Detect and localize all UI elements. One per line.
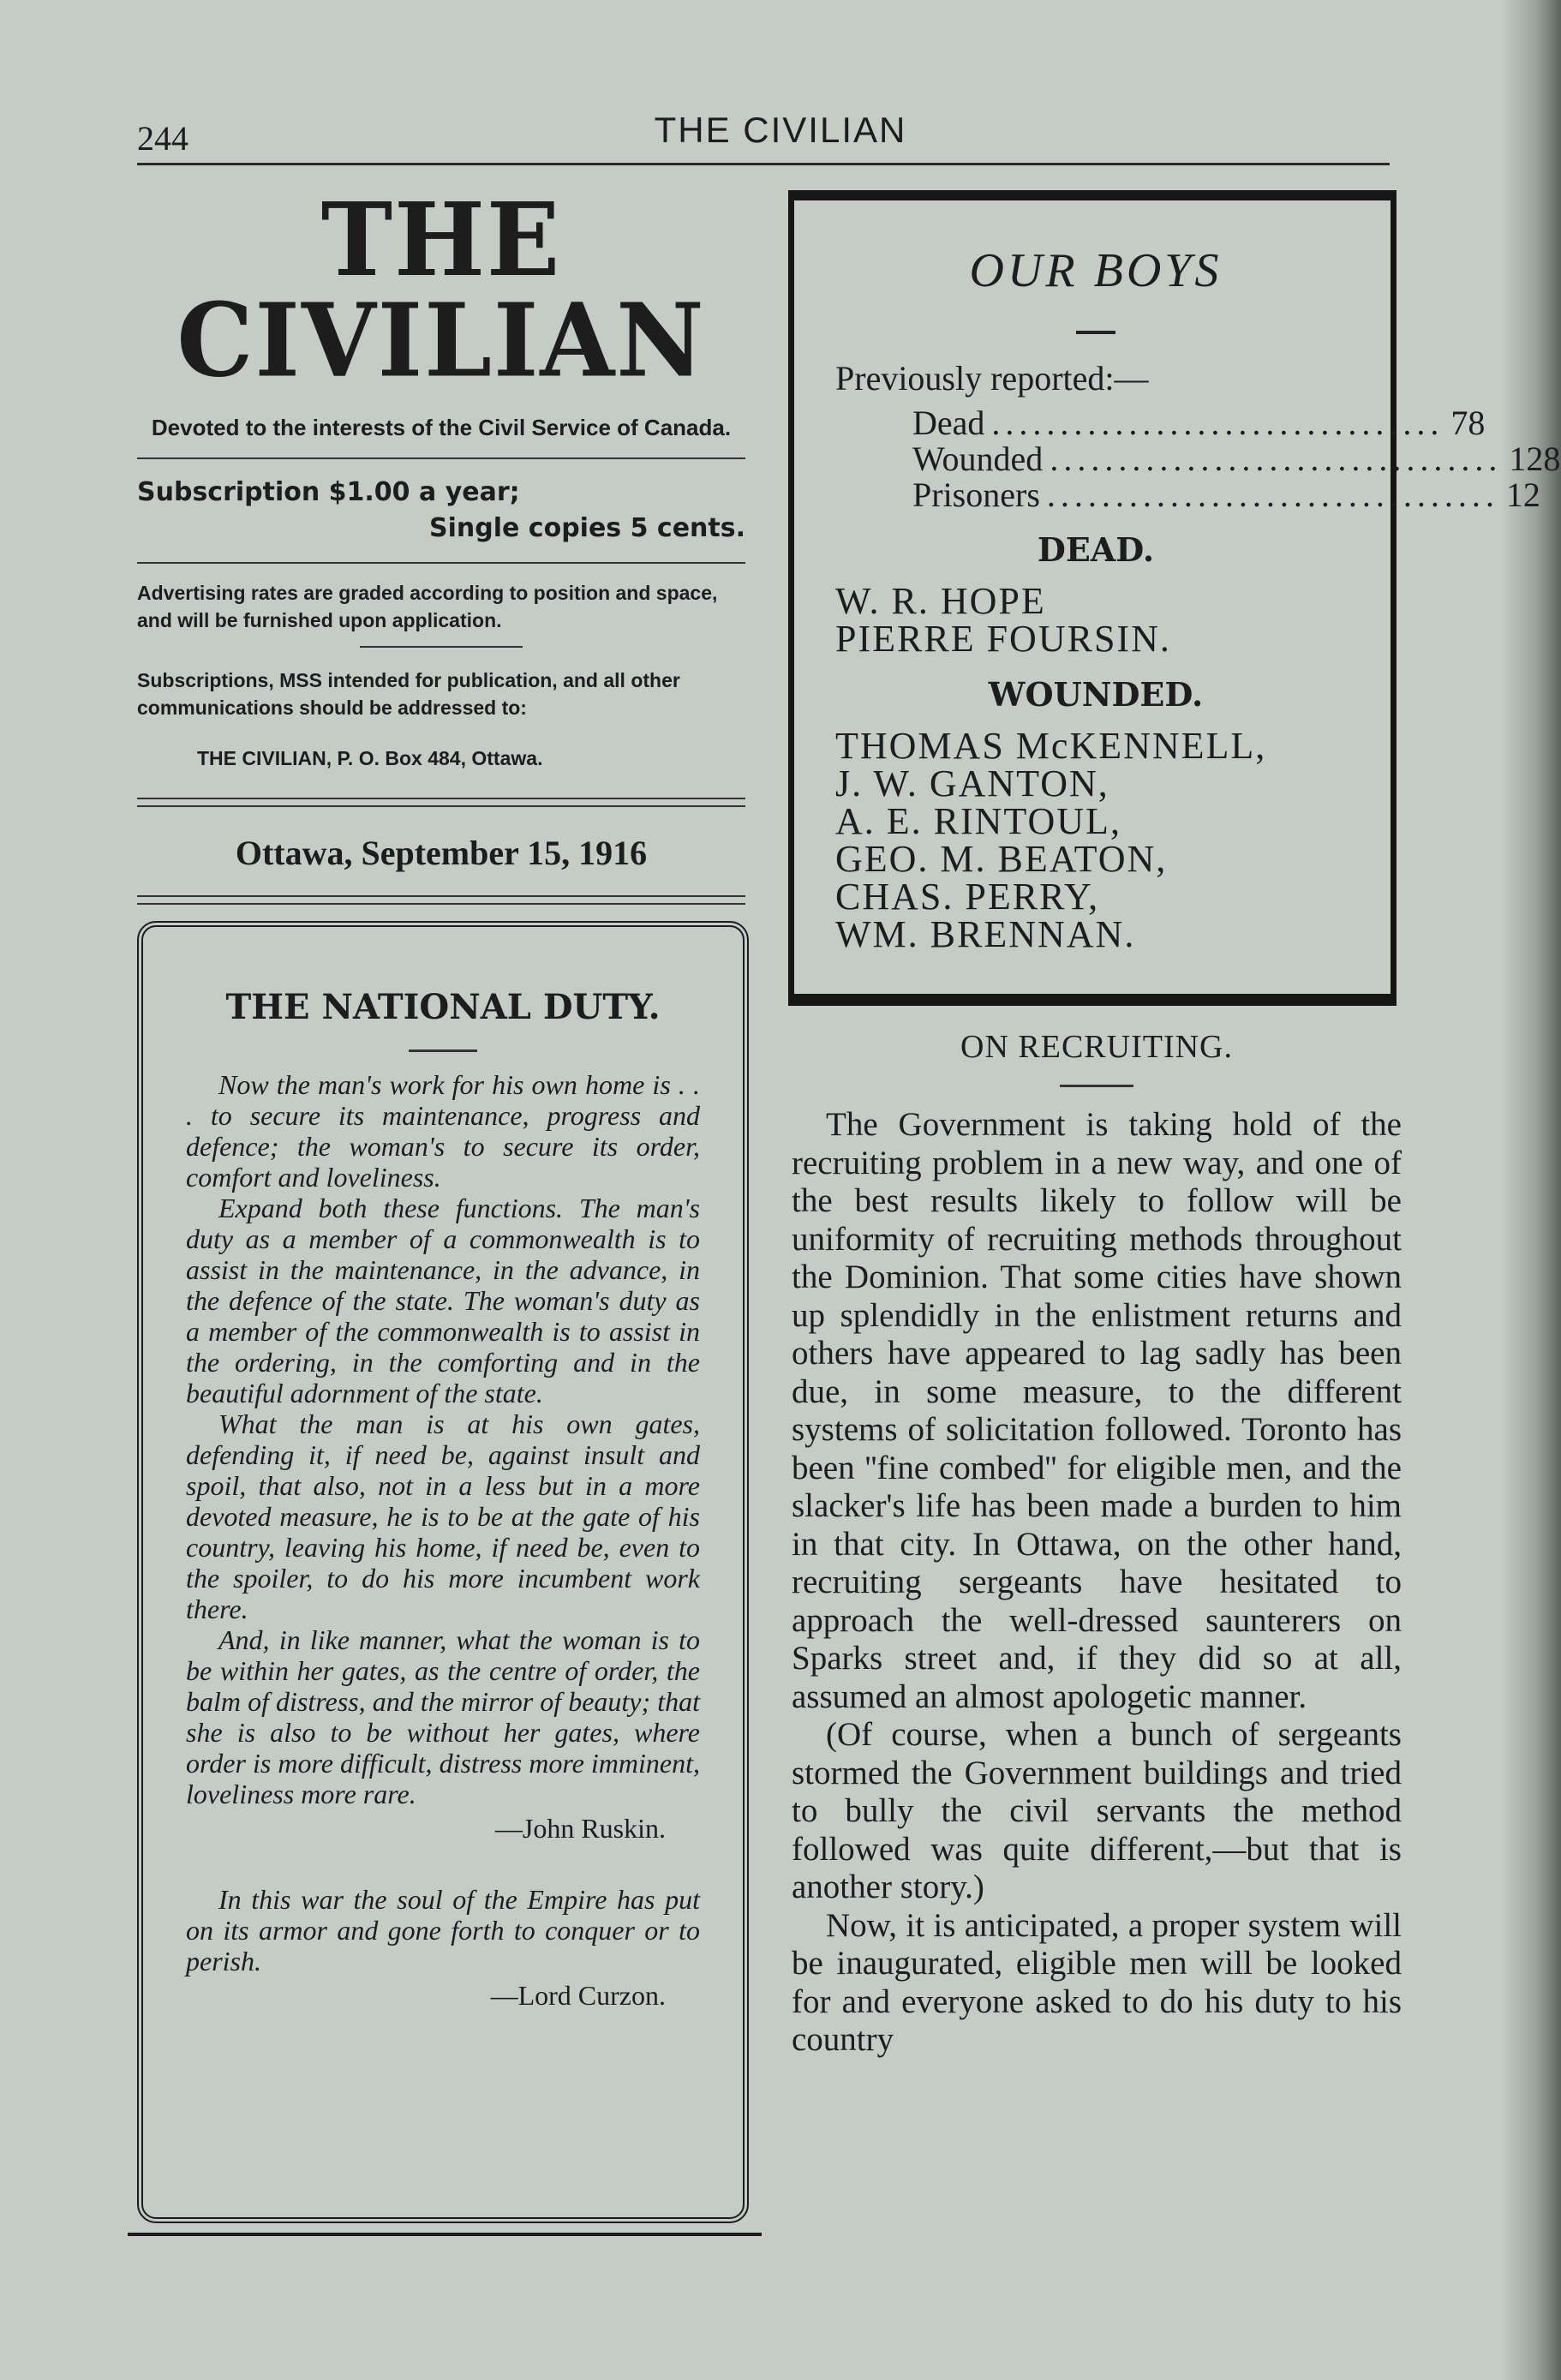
national-duty-box [137,921,749,2223]
article-paragraph: Now, it is anticipated, a proper system will be inaugurated, eligible men will be looked for and everyone asked to do his duty to his country [792,1906,1402,2058]
article-paragraph: The Government is taking hold of the recruiting problem in a new way, and one of the best results likely to follow will be uniformity of recruiting methods throughout the Dominion. That some cities have shown up splendidly in the enlistment returns and others have appeared to lag sadly has been due, in some measure, to the different systems of solicitation followed. Toronto has been ''fine combed'' for eligible men, and the slacker's life has been made a burden to him in that city. In Ottawa, on the other hand, recruiting sergeants have hesitated to approach the well-dressed saunterers on Sparks street and, if they did so at all, assumed an almost apologetic manner. [792,1106,1402,1715]
stat-row-wounded [835,440,1561,478]
wounded-list [835,727,1356,954]
masthead [137,181,745,905]
list-item: THOMAS McKENNELL, [835,725,1267,767]
stat-value: 78 [1450,404,1486,442]
subscription-info [137,475,745,547]
header-rule [137,163,1390,165]
dead-list [835,580,1356,660]
masthead-title: THE CIVILIAN [176,181,706,401]
single-copy-price: Single copies 5 cents. [429,513,745,543]
list-item: W. R. HOPE [835,580,1046,622]
stat-label: Dead [912,404,985,442]
our-boys-box [788,190,1561,1006]
national-duty-heading: THE NATIONAL DUTY. [225,987,661,1027]
article-heading: ON RECRUITING. [960,1029,1233,1065]
duty-paragraph: And, in like manner, what the woman is to be within her gates, as the centre of order, the balm of distress, and the mirror of beauty; that she is also to be without her gates, where order is more difficult, distress more imminent, loveliness more rare. [186,1624,700,1809]
stat-row-prisoners [835,475,1540,514]
subscription-price: Subscription $1.00 a year; [137,477,520,507]
list-item: PIERRE FOURSIN. [835,618,1171,660]
curzon-quote: In this war the soul of the Empire has put on its armor and gone forth to conquer or to perish. [186,1884,700,1976]
stat-value: 128 [1509,440,1561,478]
stat-label: Wounded [912,440,1044,478]
duty-paragraph: Expand both these functions. The man's duty as a member of a commonwealth is to assist in the maintenance, in the advance, in the defence of the state. The woman's duty as a member of the commonwealth is to assist in the ordering, in the comforting and in the beautiful adornment of the state. [186,1193,700,1408]
list-item: CHAS. PERRY, [835,876,1100,918]
list-item: GEO. M. BEATON, [835,838,1168,880]
leader-dots: ................................. [1046,475,1499,514]
masthead-subtitle: Devoted to the interests of the Civil Service of Canada. [151,415,732,440]
short-divider [409,1049,477,1052]
double-rule [137,798,745,807]
duty-paragraph: Now the man's work for his own home is . . . to secure its maintenance, progress and defence; the woman's to secure its order, comfort and loveliness. [186,1069,700,1193]
double-rule [137,895,745,905]
stat-value: 12 [1505,475,1540,514]
heading-dash [1076,331,1115,334]
article-paragraph: (Of course, when a bunch of sergeants stormed the Government buildings and tried to bully the civil servants the method followed was quite different,—but that is another story.) [792,1716,1402,1905]
dead-heading: DEAD. [1037,530,1155,569]
leader-dots: ................................. [991,404,1444,442]
submissions-note: Subscriptions, MSS intended for publication, and all other communications should be addressed to: [137,669,680,719]
leader-dots: ................................. [1050,440,1503,478]
binding-edge [1501,0,1561,2380]
our-boys-heading: OUR BOYS [969,244,1223,297]
list-item: WM. BRENNAN. [835,913,1136,955]
wounded-heading: WOUNDED. [988,675,1204,714]
divider [137,457,745,459]
page-number: 244 [137,119,188,158]
list-item: J. W. GANTON, [835,762,1109,804]
short-divider [1060,1085,1133,1087]
duty-paragraph: What the man is at his own gates, defending it, if need be, against insult and spoil, that also, not in a less but in a more devoted measure, he is to be at the gate of his country, leaving his home, if need be, even to the spoiler, to do his more incumbent work there. [186,1408,700,1624]
running-title: THE CIVILIAN [654,110,907,150]
ruskin-attribution: —John Ruskin. [494,1813,666,1844]
short-divider [360,646,523,648]
list-item: A. E. RINTOUL, [835,800,1121,842]
curzon-attribution: —Lord Curzon. [490,1980,666,2011]
stat-row-dead [835,404,1486,442]
recruiting-article [792,1028,1402,2060]
advertising-note: Advertising rates are graded according to position and space, and will be furnished upon application. [137,582,718,631]
issue-dateline: Ottawa, September 15, 1916 [235,834,648,872]
postal-address: THE CIVILIAN, P. O. Box 484, Ottawa. [197,747,543,769]
divider [137,562,745,564]
previously-reported: Previously reported:— [835,359,1149,398]
stat-label: Prisoners [912,475,1040,514]
